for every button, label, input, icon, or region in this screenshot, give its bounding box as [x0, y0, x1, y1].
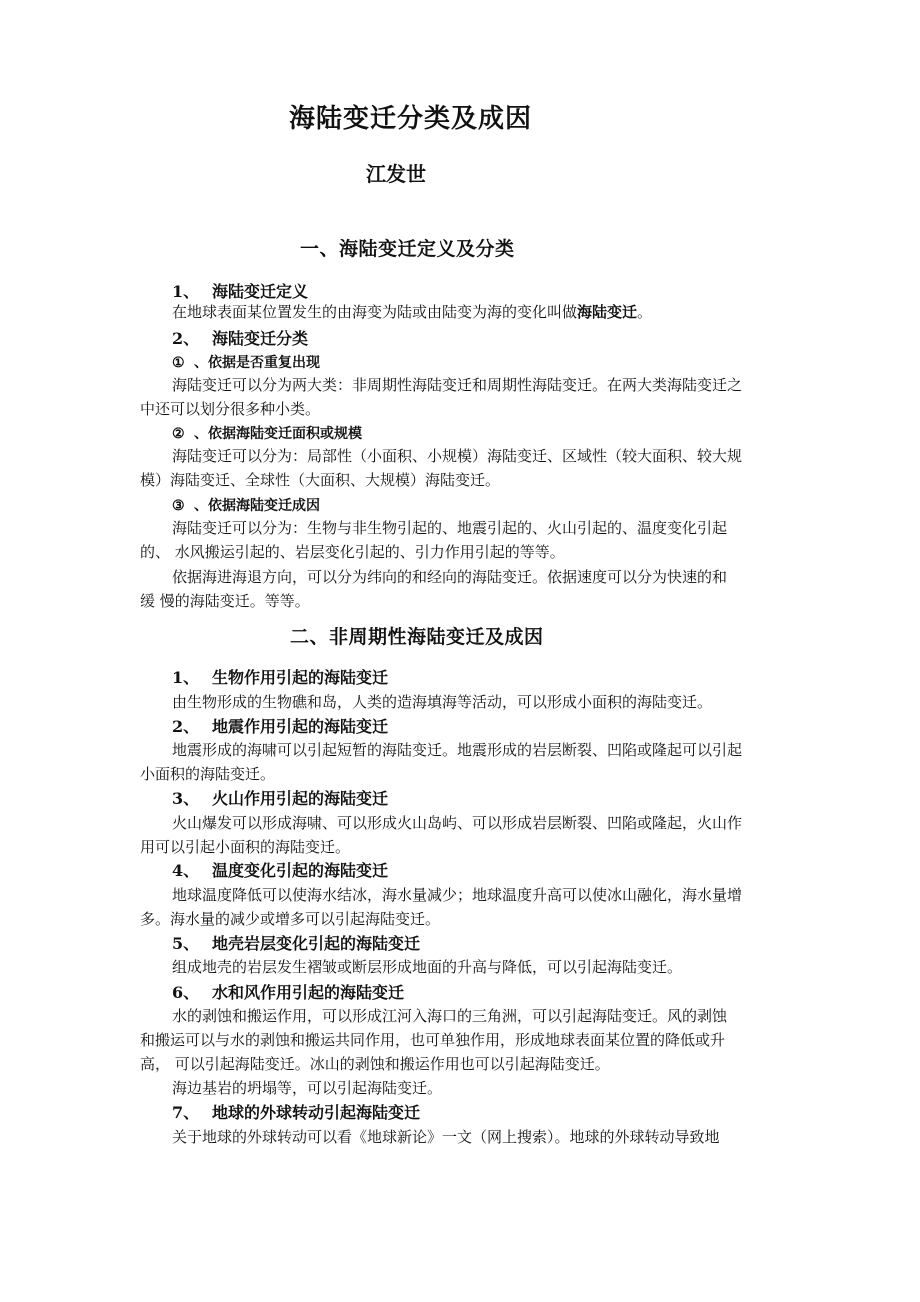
sec2-item-3-heading — [172, 786, 388, 809]
item-number: 4、 — [172, 861, 200, 880]
sec2-item-5-heading — [172, 931, 420, 954]
item-number: 1、 — [172, 282, 200, 301]
item-number: 3、 — [172, 789, 200, 808]
item-title: 地壳岩层变化引起的海陆变迁 — [212, 934, 421, 953]
sec1-item-1-heading — [172, 279, 308, 302]
paragraph-line: 水的剥蚀和搬运作用，可以形成江河入海口的三角洲，可以引起海陆变迁。风的剥蚀 — [172, 1007, 728, 1025]
paragraph-line: 海陆变迁可以分为：局部性（小面积、小规模）海陆变迁、区域性（较大面积、较大规 — [172, 447, 743, 465]
paragraph-line: 组成地壳的岩层发生褶皱或断层形成地面的升高与降低，可以引起海陆变迁。 — [172, 958, 683, 976]
bold-term: 海陆变迁 — [577, 303, 638, 321]
paragraph-line: 中还可以划分很多种小类。 — [140, 400, 321, 418]
text-run: 。 — [637, 303, 653, 321]
paragraph-line: 依据海进海退方向，可以分为纬向的和经向的海陆变迁。依据速度可以分为快速的和 — [172, 568, 728, 586]
paragraph-line: 地球温度降低可以使海水结冰，海水量减少；地球温度升高可以使冰山融化，海水量增 — [172, 886, 743, 904]
item-title: 温度变化引起的海陆变迁 — [212, 861, 389, 880]
classification-1-heading — [172, 352, 320, 372]
item-number: 2、 — [172, 717, 200, 736]
paragraph-line: 高， 可以引起海陆变迁。冰山的剥蚀和搬运作用也可以引起海陆变迁。 — [140, 1055, 610, 1073]
item-number: 1、 — [172, 668, 200, 687]
classification-3-heading — [172, 495, 320, 515]
circled-number: ③ — [172, 498, 185, 514]
item-title: 地球的外球转动引起海陆变迁 — [212, 1103, 421, 1122]
paragraph-line: 海边基岩的坍塌等，可以引起海陆变迁。 — [172, 1079, 443, 1097]
sub-title: 、依据海陆变迁成因 — [194, 498, 320, 514]
sec2-item-2-heading — [172, 714, 388, 737]
circled-number: ① — [172, 355, 185, 371]
sec2-item-7-heading — [172, 1100, 420, 1123]
item-title: 火山作用引起的海陆变迁 — [212, 789, 389, 808]
sub-title: 、依据是否重复出现 — [194, 355, 320, 371]
paragraph-line: 火山爆发可以形成海啸、可以形成火山岛屿、可以形成岩层断裂、凹陷或隆起，火山作 — [172, 814, 743, 832]
item-title: 海陆变迁分类 — [212, 329, 309, 348]
sec1-item-2-heading — [172, 326, 308, 349]
item-number: 6、 — [172, 983, 200, 1002]
item-number: 5、 — [172, 934, 200, 953]
paragraph-line: 缓 慢的海陆变迁。等等。 — [140, 592, 310, 610]
paragraph-line: 和搬运可以与水的剥蚀和搬运共同作用，也可单独作用，形成地球表面某位置的降低或升 — [140, 1031, 726, 1049]
paragraph-line: 模）海陆变迁、全球性（大面积、大规模）海陆变迁。 — [140, 471, 501, 489]
sec2-item-1-heading — [172, 665, 388, 688]
item-title: 海陆变迁定义 — [212, 282, 309, 301]
sec2-item-6-heading — [172, 980, 404, 1003]
item-number: 2、 — [172, 329, 200, 348]
paragraph-line: 的、 水风搬运引起的、岩层变化引起的、引力作用引起的等等。 — [140, 543, 565, 561]
item-title: 地震作用引起的海陆变迁 — [212, 717, 389, 736]
doc-author: 江发世 — [366, 162, 426, 186]
paragraph-line: 多。海水量的减少或增多可以引起海陆变迁。 — [140, 910, 441, 928]
classification-2-heading — [172, 423, 362, 443]
circled-number: ② — [172, 426, 185, 442]
section-2-heading: 二、非周期性海陆变迁及成因 — [290, 626, 544, 648]
sub-title: 、依据海陆变迁面积或规模 — [194, 426, 362, 442]
paragraph-line: 海陆变迁可以分为：生物与非生物引起的、地震引起的、火山引起的、温度变化引起 — [172, 519, 728, 537]
sec2-item-4-heading — [172, 858, 388, 881]
paragraph-line: 用可以引起小面积的海陆变迁。 — [140, 838, 351, 856]
doc-title: 海陆变迁分类及成因 — [289, 104, 533, 134]
item-number: 7、 — [172, 1103, 200, 1122]
paragraph-line: 海陆变迁可以分为两大类：非周期性海陆变迁和周期性海陆变迁。在两大类海陆变迁之 — [172, 376, 743, 394]
section-1-heading: 一、海陆变迁定义及分类 — [300, 238, 515, 260]
item-title: 水和风作用引起的海陆变迁 — [212, 983, 405, 1002]
paragraph-line: 由生物形成的生物礁和岛，人类的造海填海等活动，可以形成小面积的海陆变迁。 — [172, 693, 713, 711]
paragraph-line — [172, 300, 652, 324]
paragraph-line: 关于地球的外球转动可以看《地球新论》一文（网上搜索）。地球的外球转动导致地 — [172, 1128, 720, 1146]
paragraph-line: 小面积的海陆变迁。 — [140, 765, 276, 783]
paragraph-line: 地震形成的海啸可以引起短暂的海陆变迁。地震形成的岩层断裂、凹陷或隆起可以引起 — [172, 741, 743, 759]
text-run: 在地球表面某位置发生的由海变为陆或由陆变为海的变化叫做 — [172, 303, 578, 321]
item-title: 生物作用引起的海陆变迁 — [212, 668, 389, 687]
